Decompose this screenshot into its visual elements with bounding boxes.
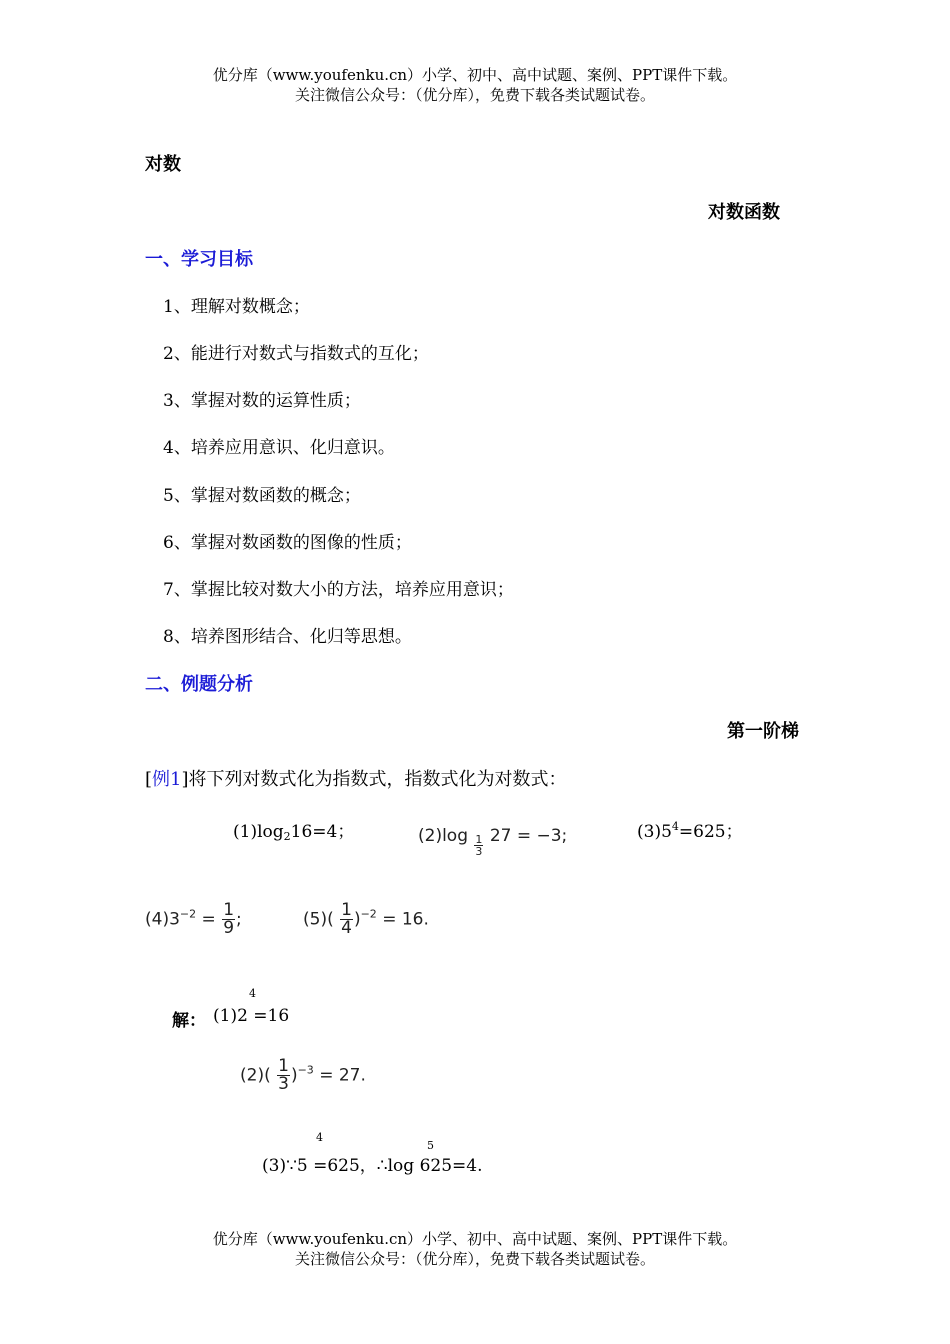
problem-4-equals: = bbox=[196, 909, 222, 930]
objective-item: 1、理解对数概念； bbox=[163, 297, 310, 317]
example-bracket-close: ] bbox=[181, 769, 189, 790]
problem-5-open: (5)( bbox=[303, 909, 334, 930]
example-1-statement bbox=[145, 765, 567, 791]
problem-5-fraction bbox=[340, 902, 353, 937]
section-heading-objectives: 一、学习目标 bbox=[145, 249, 253, 270]
problem-4-fraction bbox=[222, 902, 235, 937]
objective-item: 6、掌握对数函数的图像的性质； bbox=[163, 533, 412, 553]
problem-5-numerator: 1 bbox=[341, 900, 352, 920]
objective-item: 7、掌握比较对数大小的方法，培养应用意识； bbox=[163, 580, 514, 600]
problem-3 bbox=[637, 817, 743, 842]
objective-item: 4、培养应用意识、化归意识。 bbox=[163, 438, 395, 458]
problem-5-exponent: −2 bbox=[360, 907, 377, 921]
problem-4-numerator: 1 bbox=[223, 900, 235, 920]
header-line-1: 优分库（www.youfenku.cn）小学、初中、高中试题、案例、PPT课件下载。 bbox=[212, 66, 738, 84]
problem-2 bbox=[418, 826, 567, 857]
solution-1-exponent: 4 bbox=[249, 987, 256, 1000]
solution-3-exponent: 4 bbox=[316, 1131, 323, 1144]
header-line-2: 关注微信公众号：（优分库），免费下载各类试题试卷。 bbox=[294, 86, 655, 104]
solution-3: (3)∵5 =625，∴log 625=4. bbox=[262, 1156, 483, 1176]
solution-2-denominator: 3 bbox=[278, 1074, 289, 1094]
example-text: 将下列对数式化为指数式，指数式化为对数式： bbox=[188, 769, 567, 790]
problem-1-rest: 16=4； bbox=[290, 822, 355, 842]
footer-line-1: 优分库（www.youfenku.cn）小学、初中、高中试题、案例、PPT课件下载。 bbox=[212, 1230, 738, 1248]
objective-item: 5、掌握对数函数的概念； bbox=[163, 486, 361, 506]
problem-1-base: 2 bbox=[283, 830, 291, 843]
problem-5-rest: = 16. bbox=[376, 909, 429, 930]
doc-subtitle: 对数函数 bbox=[708, 202, 780, 223]
level-heading: 第一阶梯 bbox=[727, 721, 799, 742]
problem-4-base: (4)3 bbox=[145, 909, 180, 930]
footer-line-2: 关注微信公众号：（优分库），免费下载各类试题试卷。 bbox=[294, 1250, 655, 1268]
problem-3-base: (3)5 bbox=[637, 822, 672, 842]
solution-3-log-base: 5 bbox=[427, 1139, 434, 1152]
solution-2-fraction bbox=[277, 1058, 290, 1093]
problem-5-denominator: 4 bbox=[341, 918, 352, 938]
problem-2-log: (2)log bbox=[418, 826, 468, 846]
problem-4-denominator: 9 bbox=[223, 918, 235, 938]
problem-2-base-numerator: 1 bbox=[475, 833, 483, 846]
example-label: 例1 bbox=[152, 769, 182, 790]
section-heading-examples: 二、例题分析 bbox=[145, 674, 253, 695]
solution-2 bbox=[240, 1058, 366, 1093]
solution-2-exponent: −3 bbox=[297, 1063, 314, 1077]
solution-1: (1)2 =16 bbox=[213, 1006, 290, 1026]
problem-2-base-fraction bbox=[474, 834, 483, 857]
problem-4 bbox=[145, 902, 242, 937]
problem-1 bbox=[233, 817, 354, 843]
problem-3-rest: =625； bbox=[678, 822, 743, 842]
problem-5 bbox=[303, 902, 429, 937]
solution-2-numerator: 1 bbox=[278, 1056, 289, 1076]
problem-5-close: ) bbox=[353, 909, 361, 930]
solution-2-close: ) bbox=[290, 1065, 298, 1086]
doc-title: 对数 bbox=[145, 154, 181, 175]
objective-item: 2、能进行对数式与指数式的互化； bbox=[163, 344, 429, 364]
problem-2-base-denominator: 3 bbox=[475, 845, 483, 858]
problem-4-exponent: −2 bbox=[179, 907, 197, 921]
objective-item: 8、培养图形结合、化归等思想。 bbox=[163, 627, 412, 647]
example-bracket-open: [ bbox=[145, 769, 153, 790]
problem-2-rest: 27 = −3; bbox=[489, 826, 568, 846]
solution-label: 解： bbox=[172, 1011, 206, 1031]
problem-4-rest: ; bbox=[236, 909, 242, 930]
objective-item: 3、掌握对数的运算性质； bbox=[163, 391, 361, 411]
problem-1-log: (1)log bbox=[233, 822, 284, 842]
solution-2-rest: = 27. bbox=[313, 1065, 366, 1086]
solution-2-open: (2)( bbox=[240, 1065, 271, 1086]
problem-3-exponent: 4 bbox=[671, 820, 679, 833]
